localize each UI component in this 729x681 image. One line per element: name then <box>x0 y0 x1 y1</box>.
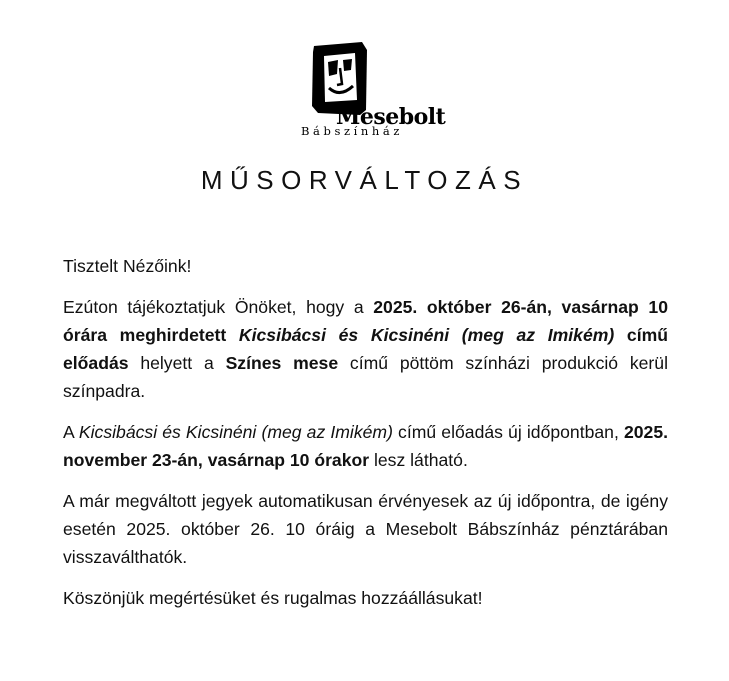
mesebolt-logo <box>300 38 446 138</box>
replacement-show-title: Színes mese <box>225 353 339 373</box>
closing: Köszönjük megértésüket és rugalmas hozzáállásukat! <box>63 588 483 608</box>
text: A <box>63 422 79 442</box>
greeting: Tisztelt Nézőink! <box>63 256 192 276</box>
bold-text: című előadás <box>63 325 668 373</box>
logo-subtitle: Bábszínház <box>301 124 404 138</box>
text: lesz látható. <box>369 450 468 470</box>
paragraph-1 <box>63 293 668 405</box>
bold-date: 2025. október 26-án, vasárnap 10 órára meghirdetett <box>63 297 669 345</box>
show-title: Kicsibácsi és Kicsinéni (meg az Imikém) <box>78 422 393 442</box>
text: című pöttöm színházi produkció kerül színpadra. <box>63 353 668 401</box>
text: Ezúton tájékoztatjuk Önöket, hogy a <box>63 297 374 317</box>
announcement-body <box>63 252 668 625</box>
page-title: MŰSORVÁLTOZÁS <box>200 165 529 195</box>
paragraph-3: A már megváltott jegyek automatikusan érvényesek az új időpontra, de igény esetén 2025. október 26. 10 óráig a Mesebolt Bábszínház pénztárában visszaválthatók. <box>63 491 668 567</box>
text: című előadás új időpontban, <box>392 422 624 442</box>
logo-name: Mesebolt <box>336 104 446 130</box>
new-date: 2025. november 23-án, vasárnap 10 órakor <box>63 422 668 470</box>
paragraph-2 <box>63 418 668 474</box>
text: helyett a <box>128 353 226 373</box>
show-title: Kicsibácsi és Kicsinéni (meg az Imikém) <box>238 325 615 345</box>
